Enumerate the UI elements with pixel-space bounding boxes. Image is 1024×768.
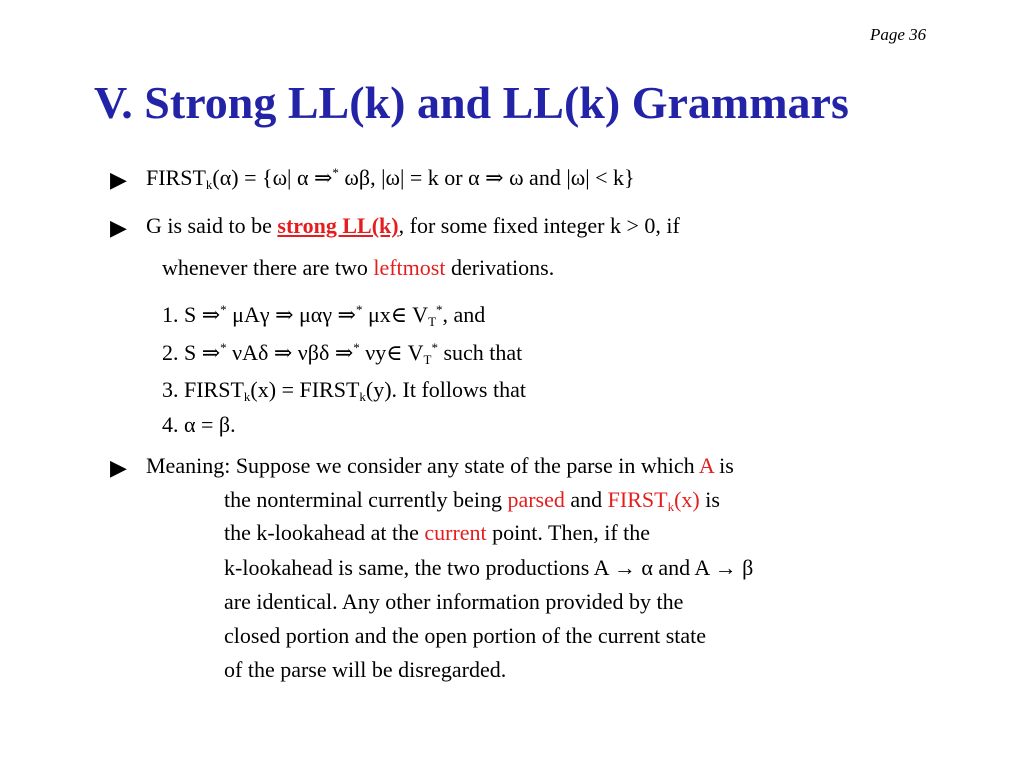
strong-llk-definition xyxy=(146,213,680,239)
page-number: Page 36 xyxy=(870,25,927,44)
text: FIRST xyxy=(146,165,206,190)
text: μx∈ V xyxy=(362,302,429,327)
strong-llk-term: strong LL(k) xyxy=(277,213,399,238)
meaning-line-6: closed portion and the open portion of the current state xyxy=(224,623,707,648)
text: , and xyxy=(442,302,486,327)
leftmost-term: leftmost xyxy=(373,255,446,280)
first-k-definition xyxy=(146,165,635,191)
meaning-line-7: of the parse will be disregarded. xyxy=(224,657,507,682)
text: derivations. xyxy=(445,255,555,280)
text: 1. S ⇒ xyxy=(162,302,221,327)
subscript: k xyxy=(359,389,366,404)
bullet-triangle-icon: ▶ xyxy=(110,167,127,192)
text: 3. FIRST xyxy=(162,377,244,402)
subscript: k xyxy=(205,177,213,192)
subscript: T xyxy=(423,352,432,367)
text: μAγ ⇒ μαγ ⇒ xyxy=(226,302,356,327)
text: 4. α = β. xyxy=(162,412,236,437)
strong-llk-continuation xyxy=(162,255,554,281)
text: 2. S ⇒ xyxy=(162,340,221,365)
current-term: current xyxy=(424,520,487,545)
bullet-triangle-icon: ▶ xyxy=(110,215,127,240)
first-k-term xyxy=(608,487,700,512)
text: is xyxy=(713,453,734,478)
text: (y). It follows that xyxy=(365,377,526,402)
superscript: * xyxy=(220,340,227,355)
text: and xyxy=(564,487,608,512)
superscript: * xyxy=(356,302,363,317)
superscript: * xyxy=(431,340,438,355)
text: is xyxy=(699,487,720,512)
nonterminal-a: A xyxy=(698,453,714,478)
slide-title: V. Strong LL(k) and LL(k) Grammars xyxy=(94,77,849,128)
text: (α) = {ω| α ⇒ xyxy=(212,165,333,190)
subscript: k xyxy=(243,389,251,404)
text: (x) xyxy=(674,487,700,512)
superscript: * xyxy=(353,340,360,355)
text: whenever there are two xyxy=(162,255,374,280)
meaning-line-4: k-lookahead is same, the two productions A → α and A → β xyxy=(224,555,754,580)
text: FIRST xyxy=(607,487,668,512)
superscript: * xyxy=(332,165,339,180)
text: the nonterminal currently being xyxy=(224,487,508,512)
condition-3 xyxy=(162,377,526,403)
text: point. Then, if the xyxy=(486,520,651,545)
subscript: T xyxy=(428,314,437,329)
text: ωβ, |ω| = k or α ⇒ ω and |ω| < k} xyxy=(338,165,635,190)
condition-4 xyxy=(162,412,236,438)
superscript: * xyxy=(220,302,227,317)
meaning-line-5: are identical. Any other information provided by the xyxy=(224,589,684,614)
text: νy∈ V xyxy=(359,340,424,365)
text: G is said to be xyxy=(146,213,278,238)
text: , for some fixed integer k > 0, if xyxy=(398,213,680,238)
meaning-line-3 xyxy=(224,520,650,546)
condition-2 xyxy=(162,340,522,366)
meaning-line-2 xyxy=(224,487,720,513)
text: νAδ ⇒ νβδ ⇒ xyxy=(226,340,354,365)
subscript: k xyxy=(667,499,675,514)
bullet-triangle-icon: ▶ xyxy=(110,455,127,480)
superscript: * xyxy=(436,302,443,317)
text: Meaning: Suppose we consider any state of the parse in which xyxy=(146,453,699,478)
meaning-line-1 xyxy=(146,453,734,479)
condition-1 xyxy=(162,302,485,328)
text: (x) = FIRST xyxy=(250,377,360,402)
text: the k-lookahead at the xyxy=(224,520,425,545)
text: such that xyxy=(437,340,523,365)
parsed-term: parsed xyxy=(507,487,565,512)
